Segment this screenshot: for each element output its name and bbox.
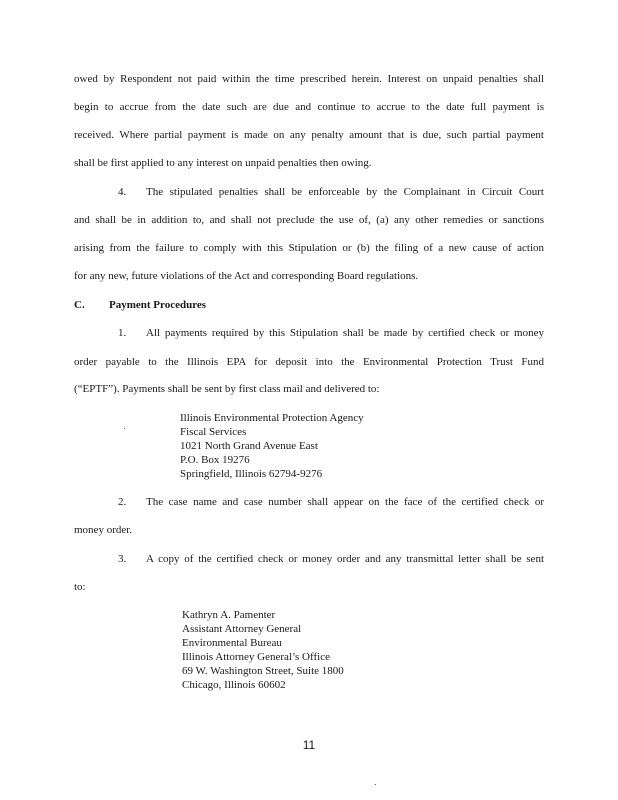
address-line: Chicago, Illinois 60602 <box>182 679 286 691</box>
paragraph-line: begin to accrue from the date such are due and continue to accrue to the date full payment is <box>74 101 544 113</box>
paragraph-line: money order. <box>74 524 133 536</box>
address-line: Illinois Environmental Protection Agency <box>180 412 364 424</box>
paragraph-line: The case name and case number shall appear on the face of the certified check or <box>146 496 544 508</box>
item-number: 3. <box>118 553 127 565</box>
paragraph-line: and shall be in addition to, and shall not preclude the use of, (a) any other remedies or sanctions <box>74 214 544 226</box>
address-line: Kathryn A. Pamenter <box>182 609 276 621</box>
paragraph-line: (“EPTF”). Payments shall be sent by first class mail and delivered to: <box>74 383 380 395</box>
scan-speck <box>124 428 125 429</box>
scan-speck <box>375 784 376 785</box>
paragraph-line: for any new, future violations of the Act and corresponding Board regulations. <box>74 270 419 282</box>
item-number: 1. <box>118 327 127 339</box>
address-line: Environmental Bureau <box>182 637 282 649</box>
paragraph-line: shall be first applied to any interest on unpaid penalties then owing. <box>74 157 372 169</box>
address-block-epa <box>180 411 364 481</box>
item-number: 2. <box>118 496 127 508</box>
address-line: P.O. Box 19276 <box>180 454 250 466</box>
address-block-ag <box>182 608 344 692</box>
paragraph-line: A copy of the certified check or money order and any transmittal letter shall be sent <box>146 553 544 565</box>
address-line: Assistant Attorney General <box>182 623 302 635</box>
paragraph-line: owed by Respondent not paid within the time prescribed herein. Interest on unpaid penalties shall <box>74 73 544 85</box>
section-letter: C. <box>74 299 85 311</box>
section-title: Payment Procedures <box>109 299 207 311</box>
paragraph-number: 4. <box>118 186 127 198</box>
address-line: 69 W. Washington Street, Suite 1800 <box>182 665 344 677</box>
address-line: Illinois Attorney General’s Office <box>182 651 330 663</box>
paragraph-line: The stipulated penalties shall be enforceable by the Complainant in Circuit Court <box>146 186 544 198</box>
address-line: Fiscal Services <box>180 426 247 438</box>
paragraph-line: arising from the failure to comply with this Stipulation or (b) the filing of a new cause of action <box>74 242 544 254</box>
address-line: 1021 North Grand Avenue East <box>180 440 318 452</box>
paragraph-line: order payable to the Illinois EPA for deposit into the Environmental Protection Trust Fund <box>74 356 544 368</box>
address-line: Springfield, Illinois 62794-9276 <box>180 468 323 480</box>
paragraph-line: received. Where partial payment is made on any penalty amount that is due, such partial payment <box>74 129 544 141</box>
page-number: 11 <box>302 738 316 752</box>
paragraph-line: to: <box>74 581 86 593</box>
paragraph-line: All payments required by this Stipulation shall be made by certified check or money <box>146 327 544 339</box>
